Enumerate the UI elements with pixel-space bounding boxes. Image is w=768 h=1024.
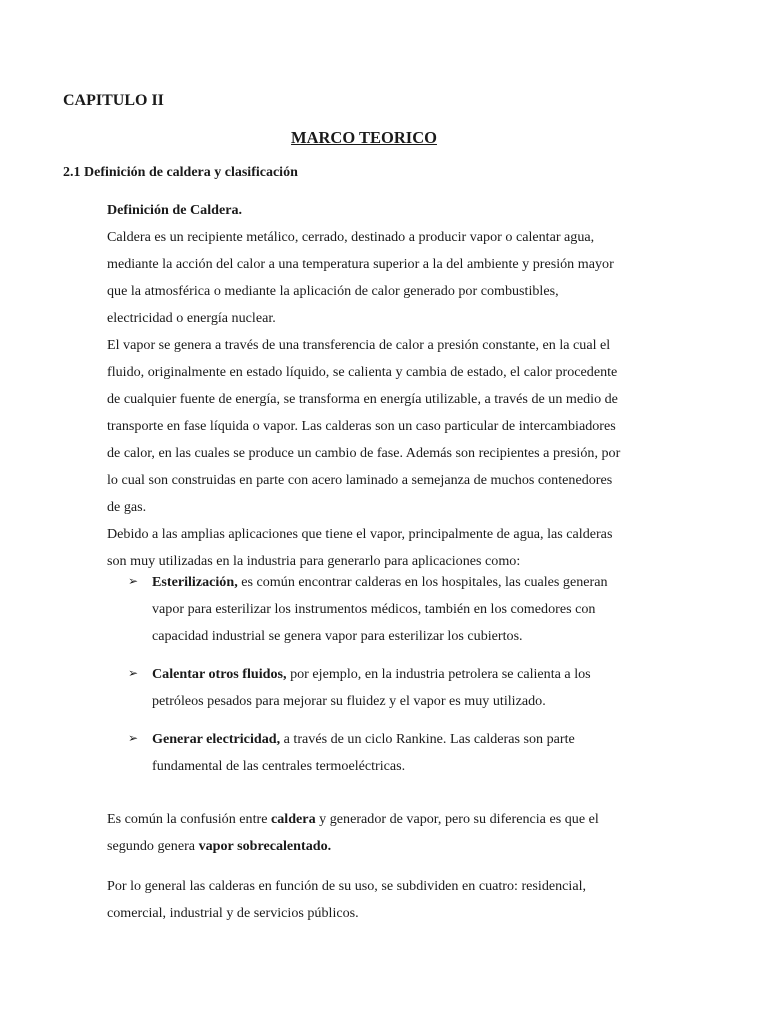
text-line: electricidad o energía nuclear. [107, 310, 276, 326]
bullet-text: por ejemplo, en la industria petrolera se calienta a los [286, 666, 591, 682]
bullet-text: fundamental de las centrales termoeléctricas. [152, 758, 406, 774]
chapter-heading: CAPITULO II [63, 92, 164, 109]
bullet-item [152, 569, 667, 650]
bullet-text: es común encontrar calderas en los hospitales, las cuales generan [237, 574, 608, 590]
arrow-bullet-icon: ➢ [128, 574, 139, 588]
bullet-term: Esterilización, [152, 574, 238, 590]
bullet-text: vapor para esterilizar los instrumentos médicos, también en los comedores con [152, 601, 596, 617]
arrow-bullet-icon: ➢ [128, 731, 139, 745]
text-line: lo cual son construidas en parte con acero laminado a semejanza de muchos contenedores [107, 472, 613, 488]
text-line: Por lo general las calderas en función de su uso, se subdividen en cuatro: residencial, [107, 878, 587, 894]
text-line: Caldera es un recipiente metálico, cerrado, destinado a producir vapor o calentar agua, [107, 229, 595, 245]
bullet-item [152, 661, 667, 715]
definition-heading: Definición de Caldera. [107, 202, 243, 218]
text-line: comercial, industrial y de servicios públicos. [107, 905, 359, 921]
bullet-term: Calentar otros fluidos, [152, 666, 287, 682]
text-line: de cualquier fuente de energía, se transforma en energía utilizable, a través de un medio de [107, 391, 618, 407]
text-line: transporte en fase líquida o vapor. Las calderas son un caso particular de intercambiadores [107, 418, 616, 434]
text-span: y generador de vapor, pero su diferencia es que el [315, 811, 599, 827]
bullet-term: Generar electricidad, [152, 731, 281, 747]
text-line: Debido a las amplias aplicaciones que tiene el vapor, principalmente de agua, las calderas [107, 526, 613, 542]
section-heading: 2.1 Definición de caldera y clasificación [63, 165, 298, 180]
bold-term: caldera [271, 811, 316, 827]
page-title: MARCO TEORICO [291, 128, 437, 147]
bold-term: vapor sobrecalentado. [198, 838, 332, 854]
arrow-bullet-icon: ➢ [128, 666, 139, 680]
text-line: fluido, originalmente en estado líquido, se calienta y cambia de estado, el calor procedente [107, 364, 618, 380]
text-line: mediante la acción del calor a una temperatura superior a la del ambiente y presión mayor [107, 256, 614, 272]
bullet-text: capacidad industrial se genera vapor para esterilizar los cubiertos. [152, 628, 523, 644]
bullet-item [152, 726, 667, 780]
classification-paragraph [107, 873, 667, 927]
text-line: que la atmosférica o mediante la aplicación de calor generado por combustibles, [107, 283, 559, 299]
text-line: El vapor se genera a través de una transferencia de calor a presión constante, en la cual el [107, 337, 611, 353]
text-line: de gas. [107, 499, 147, 515]
confusion-paragraph [107, 806, 667, 860]
text-span: Es común la confusión entre [107, 811, 271, 827]
bullet-text: petróleos pesados para mejorar su fluidez y el vapor es muy utilizado. [152, 693, 546, 709]
bullet-text: a través de un ciclo Rankine. Las calderas son parte [280, 731, 575, 747]
text-line: son muy utilizadas en la industria para generarlo para aplicaciones como: [107, 553, 521, 569]
definition-block [107, 197, 667, 575]
text-span: segundo genera [107, 838, 199, 854]
text-line: de calor, en las cuales se produce un cambio de fase. Además son recipientes a presión, por [107, 445, 621, 461]
